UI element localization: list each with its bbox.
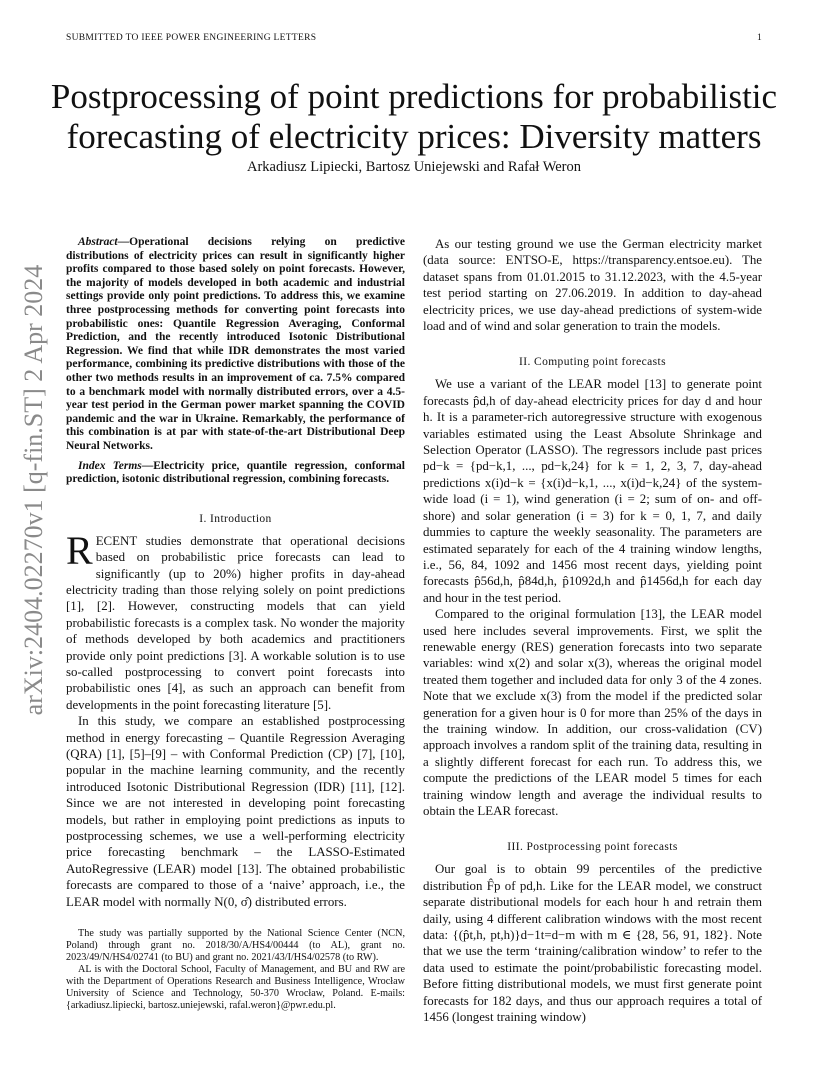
section-heading-point-forecasts: II. Computing point forecasts — [518, 356, 667, 369]
journal-header: SUBMITTED TO IEEE POWER ENGINEERING LETTERS — [66, 33, 317, 43]
abstract-text: —Operational decisions relying on predictive distributions of electricity prices can result in significantly higher profits compared to those based solely on point forecasts. However, the majority of models developed in both academic and industrial settings provide only point predictions. To address this, we examine three postprocessing methods for converting point forecasts into probabilistic ones: Quantile Regression Averaging, Conformal Prediction, and the recently introduced Isotonic Distributional Regression. We find that while IDR demonstrates the most varied performance, combining its predictive distributions with those of the other two methods results in an improvement of ca. 7.5% compared to a benchmark model with normally distributed errors, over a 4.5-year test period in the German power market spanning the COVID pandemic and the war in Ukraine. Remarkably, the performance of this combination is at par with state-of-the-art Distributional Deep Neural Networks. — [66, 236, 405, 452]
title-line-2: forecasting of electricity prices: Diversity matters — [66, 117, 762, 156]
drop-cap: R — [66, 527, 93, 573]
intro-paragraph-1 — [66, 527, 405, 713]
footnotes — [66, 928, 405, 1012]
index-terms-text: —Electricity price, quantile regression, conformal prediction, isotonic distributional regression, combining forecasts. — [66, 459, 406, 486]
intro-paragraph-1-text: ECENT studies demonstrate that operational decisions based on probabilistic price forecasts can lead to significantly (up to 20%) higher profits in day-ahead electricity trading than those relying solely on point predictions [1], [2]. However, constructing models that can yield probabilistic forecasts is a complex task. No wonder the majority of methods developed by both academics and practitioners provide only point predictions [3]. A workable solution is to use so-called postprocessing to convert point forecasts into probabilistic ones [4], as such an approach can benefit from developments in the point forecasting literature [5]. — [66, 533, 405, 712]
title-line-1: Postprocessing of point predictions for probabilistic — [50, 77, 778, 116]
index-terms-label: Index Terms — [78, 459, 142, 472]
page-number: 1 — [756, 33, 762, 43]
running-header — [66, 33, 762, 47]
right-column — [423, 236, 762, 1025]
footnote-funding: The study was partially supported by the National Science Center (NCN, Poland) through grant no. 2018/30/A/HS4/00444 (to AL), grant no. 2023/49/N/HS4/02741 (to BU) and grant no. 2021/43/I/HS4/02578 (to RW). — [66, 928, 405, 964]
sec2-paragraph-1: We use a variant of the LEAR model [13] to generate point forecasts p̂d,h of day-ahead electricity prices for day d and hour h. It is a parameter-rich autoregressive structure with exogenous variables estimated using the Least Absolute Shrinkage and Selection Operator (LASSO). The regressors include past prices pd−k = {pd−k,1, ..., pd−k,24} for k = 1, 2, 3, 7, day-ahead predictions x(i)d−k = {x(i)d−k,1, ..., x(i)d−k,24} of the system-wide load (i = 1), wind generation (i = 2; sum of on- and off-shore) and solar generation (i = 3) for k = 0, 1, 7, and daily dummies to capture the weekly seasonality. The parameters are estimated separately for each of the 4 training window lengths, i.e., 56, 84, 1092 and 1456 most recent days, yielding point forecasts p̂56d,h, p̂84d,h, p̂1092d,h and p̂1456d,h for each day and hour in the test period. — [423, 377, 762, 605]
section-heading-postprocessing: III. Postprocessing point forecasts — [507, 841, 678, 854]
sec2-paragraph-2: Compared to the original formulation [13], the LEAR model used here includes several improvements. First, we split the renewable energy (RES) generation forecasts into two separate variables: wind x(2) and solar x(3), whereas the original model treated them together and included data for only 3 of the 4 zones. Note that we exclude x(3) from the model if the predicted solar generation for a given hour is 0 for more than 25% of the days in the training window. In addition, our cross-validation (CV) approach involves a random split of the training data, resulting in a slightly different forecast for each run. To address this, we compute the predictions of the LEAR model 5 times for each training window length and average the individual results to obtain the LEAR forecast. — [423, 607, 762, 818]
authors: Arkadiusz Lipiecki, Bartosz Uniejewski and Rafał Weron — [247, 159, 581, 175]
footnote-affiliations: AL is with the Doctoral School, Faculty of Management, and BU and RW are with the Department of Operations Research and Business Intelligence, Wrocław University of Science and Technology, 50-370 Wrocław, Poland. E-mails: {arkadiusz.lipiecki, bartosz.uniejewski, rafal.weron}@pwr.edu.pl. — [66, 964, 405, 1012]
arxiv-stamp: arXiv:2404.02270v1 [q-fin.ST] 2 Apr 2024 — [19, 264, 48, 716]
sec3-paragraph-1: Our goal is to obtain 99 percentiles of the predictive distribution F̂p of pd,h. Like for the LEAR model, we construct separate distributional models for each hour h and retrain them daily, using 4 different calibration windows with the most recent data: {(p̂t,h, pt,h)}d−1t=d−m with m ∈ {28, 56, 91, 182}. Note that we use the term ‘training/calibration window’ to refer to the data used to estimate the point/probabilistic forecasting model. Before fitting distributional models, we must first generate point forecasts for 182 days, and thus our approach requires a total of 1456 (longest training window) — [423, 862, 762, 1025]
paper-title — [40, 77, 788, 157]
index-terms — [66, 460, 405, 487]
abstract-label: Abstract — [78, 236, 118, 248]
section-heading-introduction: I. Introduction — [199, 512, 272, 525]
arxiv-stamp-container — [12, 264, 56, 716]
data-paragraph: As our testing ground we use the German electricity market (data source: ENTSO-E, https://transparency.entsoe.eu). The dataset spans from 01.01.2015 to 31.12.2023, with the 4.5-year test period starting on 27.06.2019. In addition to day-ahead electricity prices, we use day-ahead predictions of system-wide load and of wind and solar generation to train the models. — [423, 237, 762, 334]
left-column — [66, 236, 405, 1012]
intro-paragraph-2: In this study, we compare an established postprocessing method in energy forecasting – Quantile Regression Averaging (QRA) [1], [5]–[9] – with Conformal Prediction (CP) [7], [10], popular in the machine learning community, and the recently introduced Isotonic Distributional Regression (IDR) [11], [12]. Since we are not interested in developing point forecasting models, but rather in employing point predictions as inputs to postprocessing schemes, we use a well-performing electricity price forecasting benchmark – the LASSO-Estimated AutoRegressive (LEAR) model [13]. The obtained probabilistic forecasts are compared to those of a ‘naive’ approach, i.e., the LEAR model with normally N(0, σ̂) distributed errors. — [66, 714, 405, 909]
abstract — [66, 236, 405, 454]
